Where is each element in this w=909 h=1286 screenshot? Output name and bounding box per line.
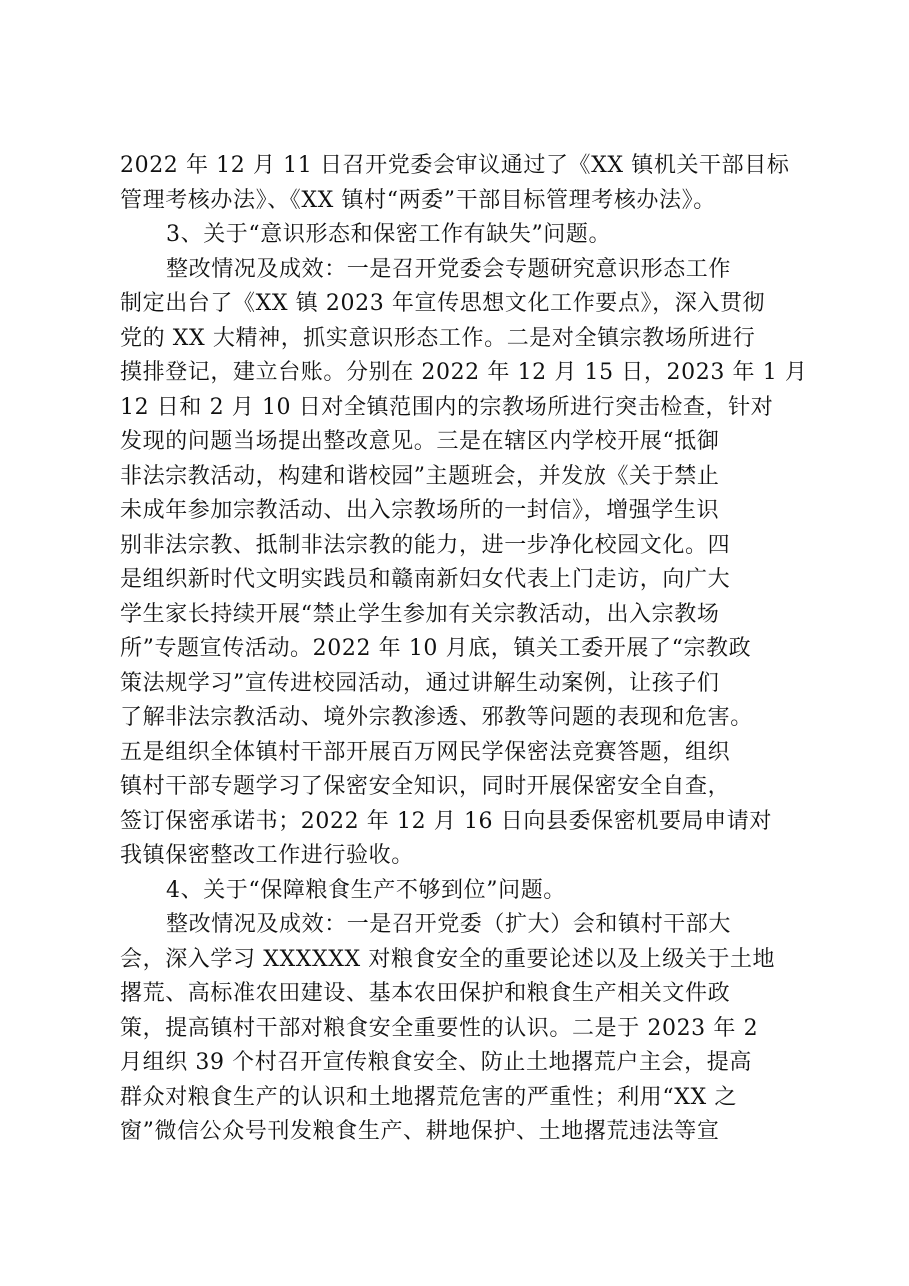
text-line: 别非法宗教、抵制非法宗教的能力，进一步净化校园文化。四: [120, 532, 731, 558]
text-line: 是组织新时代文明实践员和赣南新妇女代表上门走访，向广大: [120, 567, 731, 592]
text-line: 撂荒、高标准农田建设、基本农田保护和粮食生产相关文件政: [120, 981, 731, 1006]
text-line: 会，深入学习 XXXXXX 对粮食安全的重要论述以及上级关于土地: [120, 946, 776, 972]
section-heading: 4、关于“保障粮食生产不够到位”问题。: [166, 877, 566, 903]
text-line: 了解非法宗教活动、境外宗教渗透、邪教等问题的表现和危害。: [120, 705, 753, 730]
text-line: 制定出台了《XX 镇 2023 年宣传思想文化工作要点》，深入贯彻: [120, 291, 766, 316]
text-line: 签订保密承诺书；2022 年 12 月 16 日向县委保密机要局申请对: [120, 808, 772, 834]
text-line: 窗”微信公众号刊发粮食生产、耕地保护、土地撂荒违法等宣: [120, 1119, 720, 1144]
text-line: 五是组织全体镇村干部开展百万网民学保密法竞赛答题，组织: [120, 739, 731, 765]
text-line: 发现的问题当场提出整改意见。三是在辖区内学校开展“抵御: [120, 429, 720, 454]
text-line: 镇村干部专题学习了保密安全知识，同时开展保密安全自查，: [120, 774, 731, 799]
text-line: 策，提高镇村干部对粮食安全重要性的认识。二是于 2023 年 2: [120, 1015, 759, 1041]
text-line: 摸排登记，建立台账。分别在 2022 年 12 月 15 日，2023 年 1 月: [120, 360, 808, 385]
text-line: 所”专题宣传活动。2022 年 10 月底，镇关工委开展了“宗教政: [120, 636, 752, 661]
text-line: 未成年参加宗教活动、出入宗教场所的一封信》，增强学生识: [120, 498, 720, 523]
text-line: 月组织 39 个村召开宣传粮食安全、防止土地撂荒户主会，提高: [120, 1050, 752, 1075]
section-heading: 3、关于“意识形态和保密工作有缺失”问题。: [166, 222, 612, 247]
text-line: 群众对粮食生产的认识和土地撂荒危害的严重性；利用“XX 之: [120, 1084, 737, 1110]
paragraph-start: 整改情况及成效：一是召开党委（扩大）会和镇村干部大: [166, 912, 732, 937]
text-line: 党的 XX 大精神，抓实意识形态工作。二是对全镇宗教场所进行: [120, 325, 756, 351]
document-body: [120, 149, 810, 1150]
text-line: 策法规学习”宣传进校园活动，通过讲解生动案例，让孩子们: [120, 670, 720, 696]
text-line: 我镇保密整改工作进行验收。: [120, 843, 414, 868]
text-line: 2022 年 12 月 11 日召开党委会审议通过了《XX 镇机关干部目标: [120, 153, 790, 178]
text-line: 12 日和 2 月 10 日对全镇范围内的宗教场所进行突击检查，针对: [120, 394, 774, 420]
text-line: 非法宗教活动，构建和谐校园”主题班会，并发放《关于禁止: [120, 463, 720, 489]
text-line: 管理考核办法》、《XX 镇村“两委”干部目标管理考核办法》。: [120, 187, 716, 213]
paragraph-start: 整改情况及成效：一是召开党委会专题研究意识形态工作: [166, 256, 732, 282]
text-line: 学生家长持续开展“禁止学生参加有关宗教活动，出入宗教场: [120, 601, 720, 627]
